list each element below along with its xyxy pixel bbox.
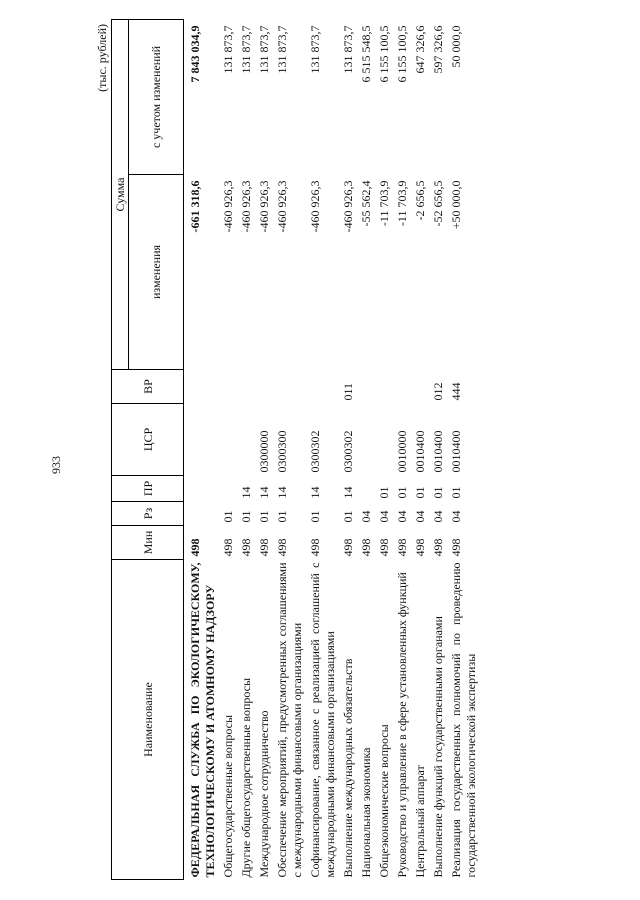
row-pr: 14 xyxy=(275,486,289,499)
row-vr xyxy=(184,370,222,404)
row-total: 131 873,7 xyxy=(341,25,355,74)
row-pr: 01 xyxy=(431,486,445,499)
row-total: 597 326,6 xyxy=(431,25,445,74)
row-total: 131 873,7 xyxy=(257,25,271,74)
budget-table xyxy=(111,19,482,880)
row-vr: 011 xyxy=(341,382,355,401)
row-change: -55 562,4 xyxy=(359,180,373,227)
row-rz: 01 xyxy=(239,510,253,523)
row-name: Выполнение функций государственными органами xyxy=(431,616,445,878)
row-pr: 14 xyxy=(308,486,322,499)
table-row xyxy=(239,19,257,879)
table-row xyxy=(341,19,359,879)
row-change: -11 703,9 xyxy=(377,180,391,227)
header-name: Наименование xyxy=(112,560,184,880)
row-min: 498 xyxy=(413,538,427,557)
row-min: 498 xyxy=(431,538,445,557)
row-change: -460 926,3 xyxy=(239,180,253,233)
table-row xyxy=(359,19,377,879)
row-change: -460 926,3 xyxy=(257,180,271,233)
page-number: 933 xyxy=(49,456,63,474)
row-pr: 14 xyxy=(257,486,271,499)
units-label: (тыс. рублей) xyxy=(95,24,109,92)
row-total: 647 326,6 xyxy=(413,25,427,74)
header-changes: изменения xyxy=(129,175,184,370)
row-name: Международное сотрудничество xyxy=(257,710,271,878)
row-change: +50 000,0 xyxy=(449,180,463,230)
row-name: Реализация государственных полномочий по проведению государственной экологической экспертизы xyxy=(449,562,478,878)
row-csr xyxy=(359,404,377,476)
row-vr xyxy=(308,370,341,404)
row-csr: 0300302 xyxy=(308,430,322,473)
table-row xyxy=(377,19,395,879)
row-total: 131 873,7 xyxy=(221,25,235,74)
table-body xyxy=(184,19,483,879)
row-csr: 0010000 xyxy=(395,430,409,473)
row-change: -460 926,3 xyxy=(308,180,322,233)
table-row xyxy=(257,19,275,879)
row-min: 498 xyxy=(341,538,355,557)
row-rz: 01 xyxy=(341,510,355,523)
row-name: Национальная экономика xyxy=(359,747,373,878)
table-row xyxy=(275,19,308,879)
table-row xyxy=(449,19,482,879)
row-change: -460 926,3 xyxy=(221,180,235,233)
header-with-changes: с учетом изменений xyxy=(129,19,184,174)
row-rz: 04 xyxy=(377,510,391,523)
row-name: Общеэкономические вопросы xyxy=(377,724,391,878)
row-vr xyxy=(221,370,239,404)
row-change: -11 703,9 xyxy=(395,180,409,227)
row-total: 131 873,7 xyxy=(275,25,289,74)
header-min: Мин xyxy=(112,526,184,560)
row-vr xyxy=(239,370,257,404)
row-rz: 04 xyxy=(449,510,463,523)
header-sum: Сумма xyxy=(112,19,129,369)
row-min: 498 xyxy=(308,538,322,557)
row-name: ФЕДЕРАЛЬНАЯ СЛУЖБА ПО ЭКОЛОГИЧЕСКОМУ, ТЕХНОЛОГИЧЕСКОМУ И АТОМНОМУ НАДЗОРУ xyxy=(188,562,217,878)
row-csr: 0300000 xyxy=(257,430,271,473)
row-min: 498 xyxy=(257,538,271,557)
row-pr xyxy=(359,476,377,502)
header-rz: Рз xyxy=(112,502,184,526)
row-rz: 04 xyxy=(413,510,427,523)
row-min: 498 xyxy=(275,538,289,557)
row-total: 131 873,7 xyxy=(308,25,322,74)
row-vr xyxy=(413,370,431,404)
row-min: 498 xyxy=(239,538,253,557)
table-row xyxy=(413,19,431,879)
row-pr xyxy=(184,476,222,502)
budget-sheet xyxy=(95,20,615,880)
row-rz: 01 xyxy=(308,510,322,523)
header-vr: ВР xyxy=(112,370,184,404)
row-csr xyxy=(239,404,257,476)
row-csr xyxy=(377,404,395,476)
row-vr xyxy=(395,370,413,404)
row-vr xyxy=(377,370,395,404)
row-name: Другие общегосударственные вопросы xyxy=(239,677,253,878)
row-vr xyxy=(257,370,275,404)
row-name: Центральный аппарат xyxy=(413,765,427,878)
row-total: 131 873,7 xyxy=(239,25,253,74)
row-csr: 0010400 xyxy=(449,430,463,473)
row-min: 498 xyxy=(221,538,235,557)
row-pr: 01 xyxy=(413,486,427,499)
row-csr: 0300302 xyxy=(341,430,355,473)
row-min: 498 xyxy=(395,538,409,557)
row-total: 6 515 548,5 xyxy=(359,25,373,83)
table-row xyxy=(221,19,239,879)
row-pr: 14 xyxy=(239,486,253,499)
row-total: 50 000,0 xyxy=(449,25,463,68)
table-row xyxy=(395,19,413,879)
header-csr: ЦСР xyxy=(112,404,184,476)
row-rz: 04 xyxy=(395,510,409,523)
row-rz: 01 xyxy=(257,510,271,523)
row-csr xyxy=(184,404,222,476)
row-name: Выполнение международных обязательств xyxy=(341,658,355,878)
row-min: 498 xyxy=(359,538,373,557)
row-vr xyxy=(275,370,308,404)
row-csr xyxy=(221,404,239,476)
row-min: 498 xyxy=(377,538,391,557)
row-change: -2 656,5 xyxy=(413,180,427,221)
row-vr: 444 xyxy=(449,382,463,401)
row-pr: 01 xyxy=(449,486,463,499)
row-rz xyxy=(184,502,222,526)
row-csr: 0010400 xyxy=(431,430,445,473)
row-rz: 04 xyxy=(359,510,373,523)
row-rz: 01 xyxy=(221,510,235,523)
row-change: -52 656,5 xyxy=(431,180,445,227)
row-min: 498 xyxy=(188,538,202,557)
row-name: Обеспечение мероприятий, предусмотренных соглашениями с международными финансовыми организациями xyxy=(275,562,304,878)
row-min: 498 xyxy=(449,538,463,557)
row-csr: 0010400 xyxy=(413,430,427,473)
header-pr: ПР xyxy=(112,476,184,502)
row-csr: 0300300 xyxy=(275,430,289,473)
row-pr: 01 xyxy=(395,486,409,499)
row-name: Софинансирование, связанное с реализацией соглашений с международными финансовыми организациями xyxy=(308,562,337,878)
row-change: -661 318,6 xyxy=(188,180,202,233)
row-vr xyxy=(359,370,377,404)
row-pr xyxy=(221,476,239,502)
table-row xyxy=(308,19,341,879)
row-name: Общегосударственные вопросы xyxy=(221,714,235,878)
row-change: -460 926,3 xyxy=(341,180,355,233)
row-pr: 14 xyxy=(341,486,355,499)
row-total: 7 843 034,9 xyxy=(188,25,202,83)
row-total: 6 155 100,5 xyxy=(395,25,409,83)
row-total: 6 155 100,5 xyxy=(377,25,391,83)
row-vr: 012 xyxy=(431,382,445,401)
row-name: Руководство и управление в сфере установленных функций xyxy=(395,572,409,878)
row-change: -460 926,3 xyxy=(275,180,289,233)
row-rz: 01 xyxy=(275,510,289,523)
table-row xyxy=(184,19,222,879)
table-row xyxy=(431,19,449,879)
row-pr: 01 xyxy=(377,486,391,499)
row-rz: 04 xyxy=(431,510,445,523)
